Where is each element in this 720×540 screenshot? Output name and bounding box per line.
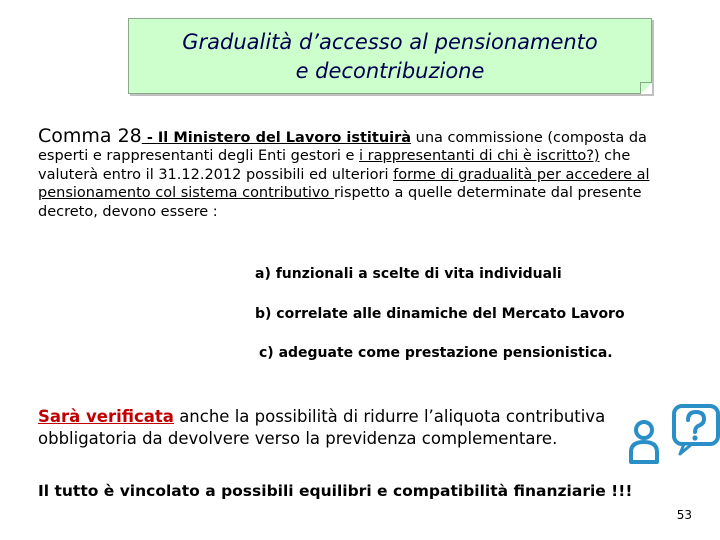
comma-label: Comma 28 xyxy=(38,125,142,147)
folded-corner xyxy=(640,82,652,94)
para-text-5: forme di gradualità per accedere al pensionamento col sistema contributivo xyxy=(38,166,650,202)
list-item-b: b) correlate alle dinamiche del Mercato Lavoro xyxy=(255,306,625,322)
list-item-c: c) adeguate come prestazione pensionistica. xyxy=(259,345,613,361)
para-text-4: che valuterà entro il 31.12.2012 possibili ed ulteriori xyxy=(38,148,631,183)
ministry-text: Il Ministero del Lavoro istituirà xyxy=(157,130,412,146)
list-item-a: a) funzionali a scelte di vita individuali xyxy=(255,266,562,282)
page-number: 53 xyxy=(676,508,692,522)
final-statement: Il tutto è vincolato a possibili equilibri e compatibilità finanziarie !!! xyxy=(38,482,633,500)
person-question-icon xyxy=(628,404,720,468)
para-text-3: i rappresentanti di chi è iscritto?) xyxy=(359,148,600,165)
para-text-6: rispetto a quelle determinate dal presente decreto, devono essere : xyxy=(38,185,642,220)
para-text-2: una commissione (composta da esperti e rappresentanti degli Enti gestori e xyxy=(38,130,647,165)
title-line-1: Gradualità d’accesso al pensionamento xyxy=(182,30,598,54)
verify-paragraph xyxy=(38,406,678,450)
title-line-2: e decontribuzione xyxy=(295,59,485,83)
para-dash: - xyxy=(141,130,158,146)
title-box xyxy=(128,18,652,94)
main-paragraph xyxy=(38,127,688,221)
verify-text: anche la possibilità di ridurre l’aliquota contributiva obbligatoria da devolvere verso la previdenza complementare. xyxy=(38,407,606,448)
verify-label: Sarà verificata xyxy=(38,407,174,426)
